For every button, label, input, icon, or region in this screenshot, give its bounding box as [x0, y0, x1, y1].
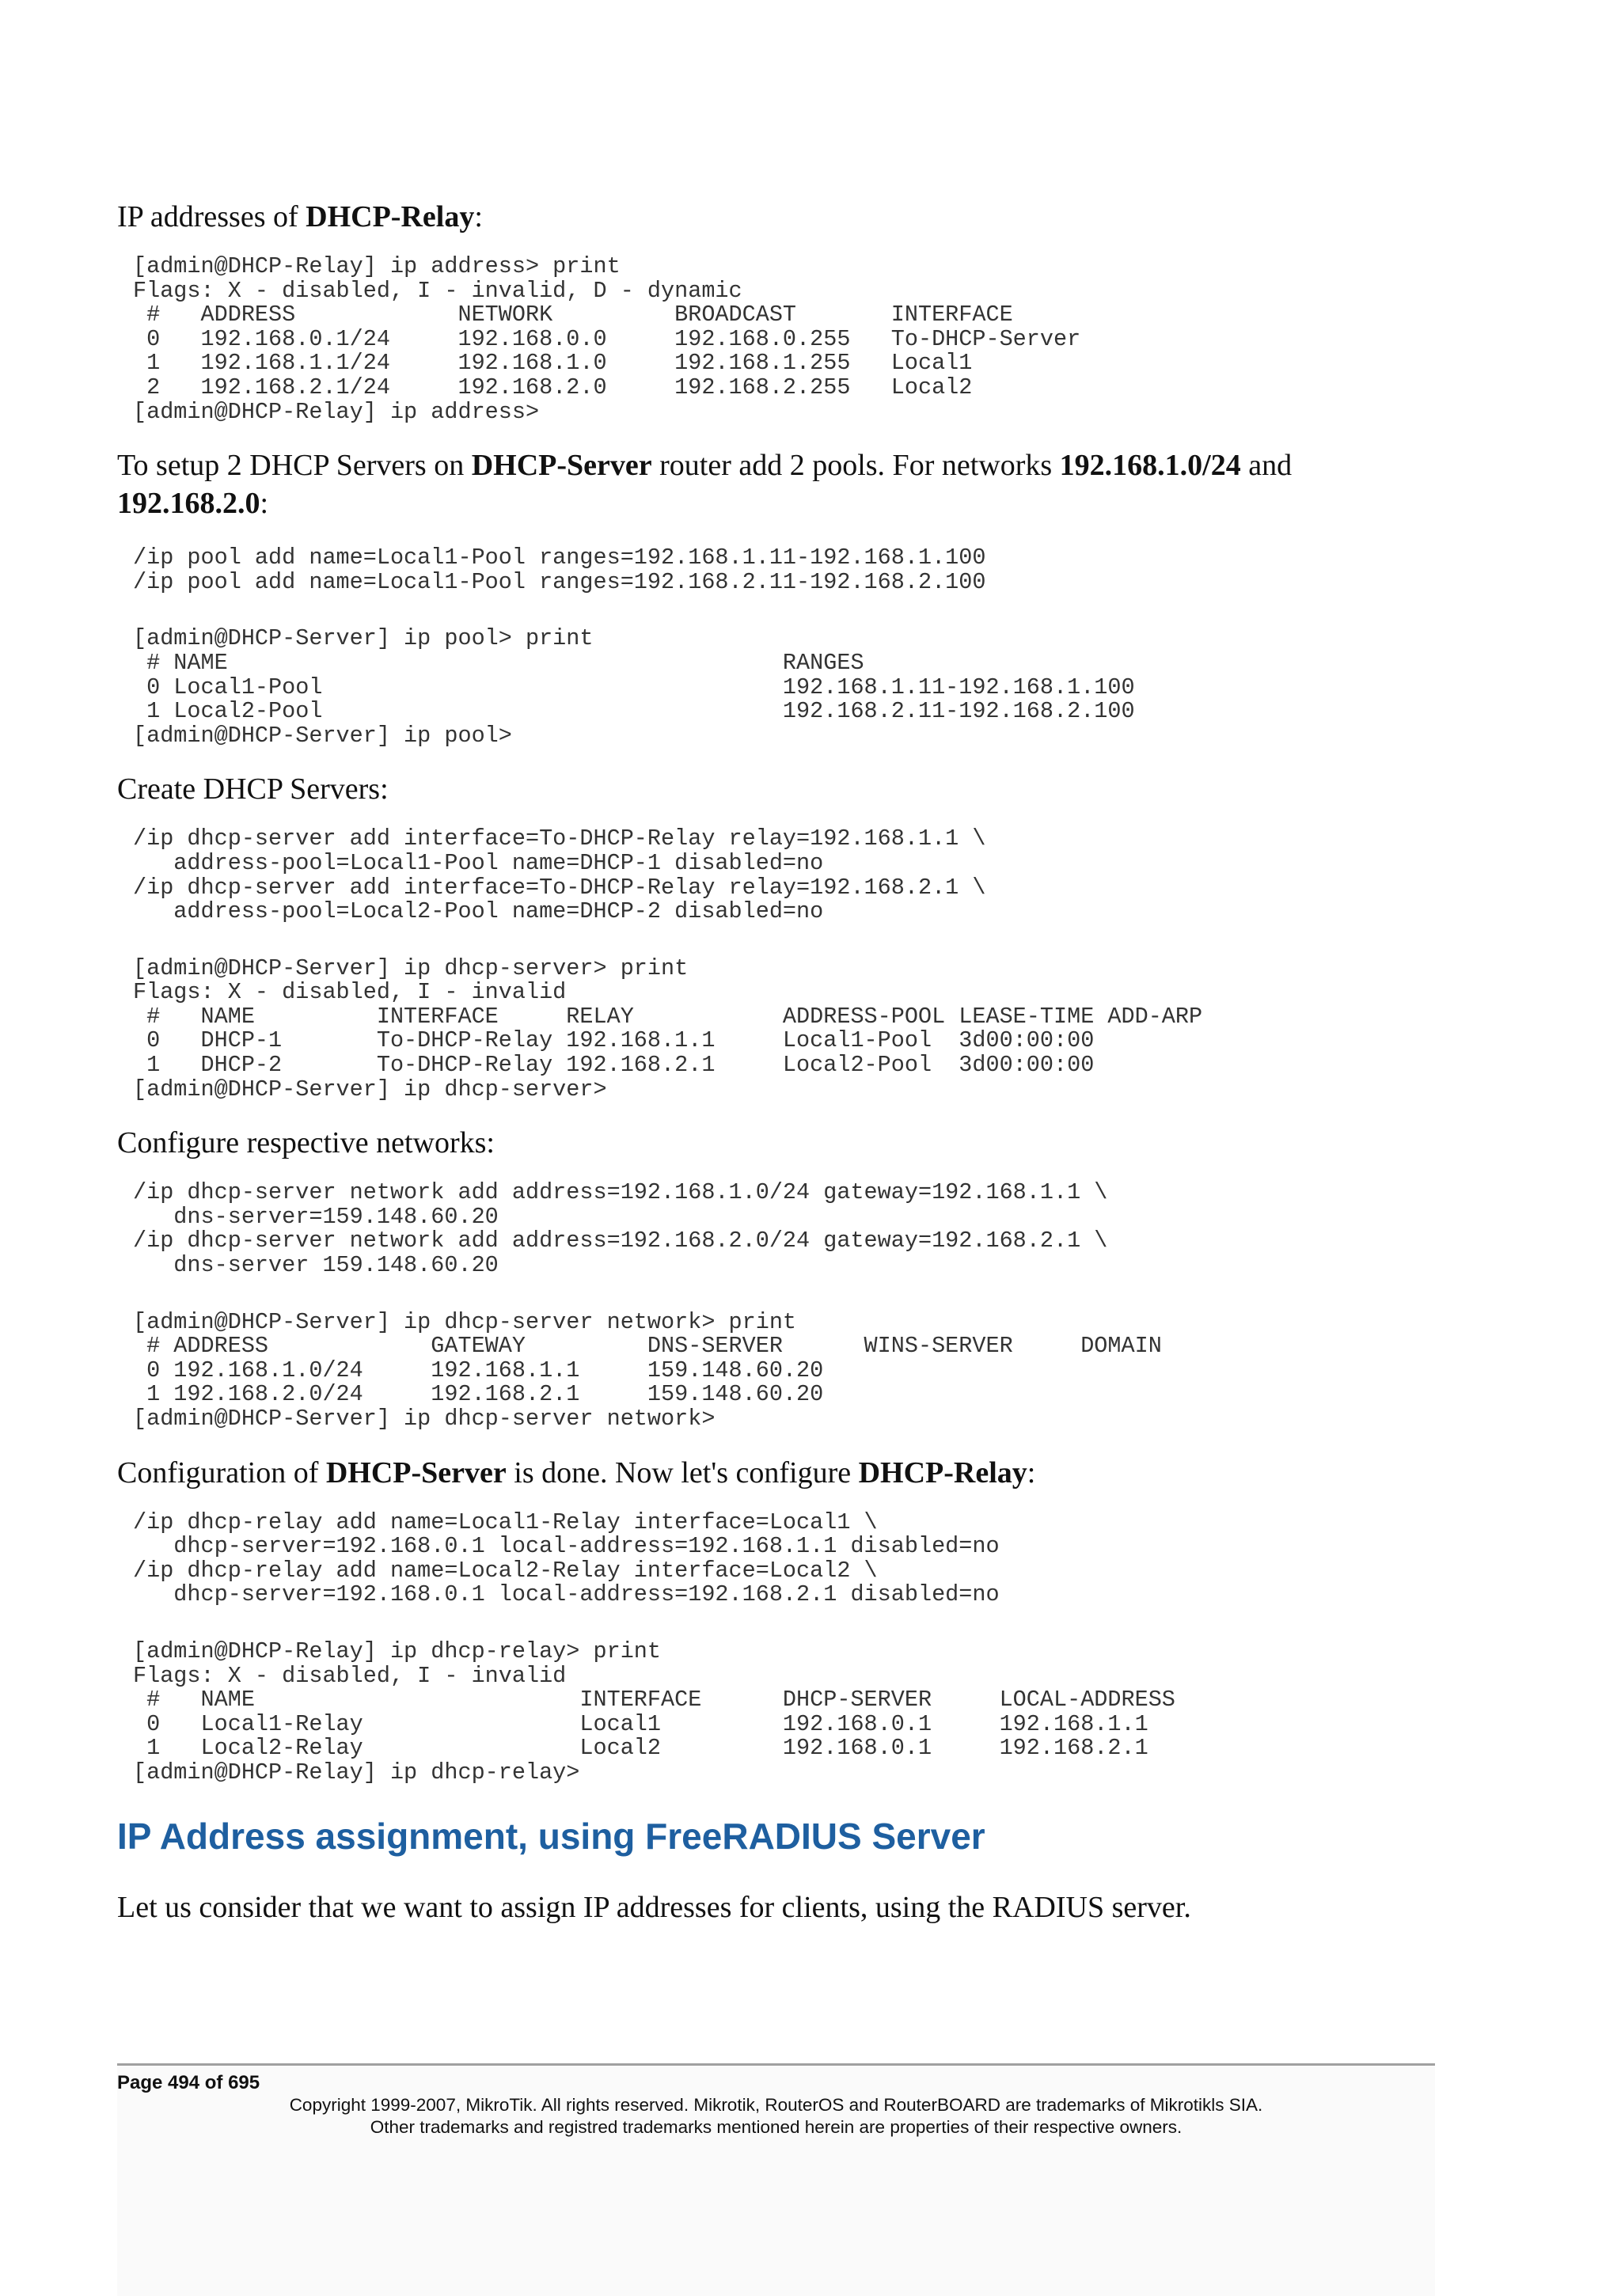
code-networks-cmd: /ip dhcp-server network add address=192.168.1.0/24 gateway=192.168.1.1 \ dns-server=159.148.60.20 /ip dhcp-server network add address=192.168.2.0/24 gateway=192.168.2.1 \ dns-server 159.148.60.20	[133, 1179, 1108, 1279]
config-done-p1: Configuration of	[117, 1455, 326, 1490]
code-networks-print: [admin@DHCP-Server] ip dhcp-server network> print # ADDRESS GATEWAY DNS-SERVER WINS-SERVER DOMAIN 0 192.168.1.0/24 192.168.1.1 159.148.60.20 1 192.168.2.0/24 192.168.2.1 159.148.60.20 [admin@DHCP-Server] ip dhcp-server network>	[133, 1308, 1162, 1432]
code-servers-cmd: /ip dhcp-server add interface=To-DHCP-Relay relay=192.168.1.1 \ address-pool=Local1-Pool name=DHCP-1 disabled=no /ip dhcp-server add interface=To-DHCP-Relay relay=192.168.2.1 \ address-pool=Local2-Pool name=DHCP-2 disabled=no	[133, 825, 986, 925]
config-done-p2: is done. Now let's configure	[506, 1455, 859, 1490]
copyright-line-2: Other trademarks and registred trademarks mentioned herein are properties of their respective owners.	[370, 2117, 1183, 2137]
copyright-line-1: Copyright 1999-2007, MikroTik. All rights reserved. Mikrotik, RouterOS and RouterBOARD are trademarks of Mikrotikls SIA.	[289, 2095, 1263, 2115]
create-servers-text: Create DHCP Servers:	[117, 772, 389, 806]
config-done-p3: :	[1027, 1455, 1036, 1490]
page-footer	[117, 2063, 1435, 2296]
config-done-b1: DHCP-Server	[325, 1455, 507, 1490]
page-number: Page 494 of 695	[117, 2072, 260, 2093]
code-relay-cmd: /ip dhcp-relay add name=Local1-Relay interface=Local1 \ dhcp-server=192.168.0.1 local-address=192.168.1.1 disabled=no /ip dhcp-relay add name=Local2-Relay interface=Local2 \ dhcp-server=192.168.0.1 local-address=192.168.2.1 disabled=no	[133, 1509, 1000, 1608]
code-pools-print: [admin@DHCP-Server] ip pool> print # NAME RANGES 0 Local1-Pool 192.168.1.11-192.168.1.100 1 Local2-Pool 192.168.2.11-192.168.2.100 [admin@DHCP-Server] ip pool>	[133, 625, 1135, 749]
pools-intro-b1: DHCP-Server	[471, 449, 652, 483]
radius-intro-text: Let us consider that we want to assign IP addresses for clients, using the RADIUS server.	[117, 1890, 1191, 1924]
pools-intro-p2: router add 2 pools. For networks	[651, 449, 1060, 483]
relay-ip-intro-prefix: IP addresses of	[117, 200, 306, 233]
section-heading: IP Address assignment, using FreeRADIUS Server	[117, 1815, 985, 1857]
relay-ip-intro	[117, 198, 1435, 236]
code-servers-print: [admin@DHCP-Server] ip dhcp-server> print Flags: X - disabled, I - invalid # NAME INTERFACE RELAY ADDRESS-POOL LEASE-TIME ADD-ARP 0 DHCP-1 To-DHCP-Relay 192.168.1.1 Local1-Pool 3d00:00:00 1 DHCP-2 To-DHCP-Relay 192.168.2.1 Local2-Pool 3d00:00:00 [admin@DHCP-Server] ip dhcp-server>	[133, 954, 1203, 1102]
document-page	[117, 198, 1435, 1926]
code-pools-cmd: /ip pool add name=Local1-Pool ranges=192.168.1.11-192.168.1.100 /ip pool add name=Local1-Pool ranges=192.168.2.11-192.168.2.100	[133, 545, 986, 595]
pools-intro-p4: :	[260, 487, 269, 521]
relay-ip-intro-bold: DHCP-Relay	[306, 200, 475, 233]
configure-networks-text: Configure respective networks:	[117, 1126, 495, 1160]
pools-intro	[117, 446, 1435, 522]
relay-ip-intro-suffix: :	[474, 200, 483, 233]
pools-intro-b3: 192.168.2.0	[117, 487, 260, 521]
code-relay-ip-print: [admin@DHCP-Relay] ip address> print Flags: X - disabled, I - invalid, D - dynamic # ADDRESS NETWORK BROADCAST INTERFACE 0 192.168.0.1/24 192.168.0.0 192.168.0.255 To-DHCP-Server 1 192.168.1.1/24 192.168.1.0 192.168.1.255 Local1 2 192.168.2.1/24 192.168.2.0 192.168.2.255 Local2 [admin@DHCP-Relay] ip address>	[133, 253, 1081, 425]
config-done-intro	[117, 1454, 1435, 1492]
code-relay-print: [admin@DHCP-Relay] ip dhcp-relay> print Flags: X - disabled, I - invalid # NAME INTERFACE DHCP-SERVER LOCAL-ADDRESS 0 Local1-Relay Local1 192.168.0.1 192.168.1.1 1 Local2-Relay Local2 192.168.0.1 192.168.2.1 [admin@DHCP-Relay] ip dhcp-relay>	[133, 1638, 1175, 1786]
pools-intro-p3: and	[1240, 449, 1293, 483]
pools-intro-b2: 192.168.1.0/24	[1059, 449, 1241, 483]
config-done-b2: DHCP-Relay	[858, 1455, 1027, 1490]
pools-intro-p1: To setup 2 DHCP Servers on	[117, 449, 472, 483]
